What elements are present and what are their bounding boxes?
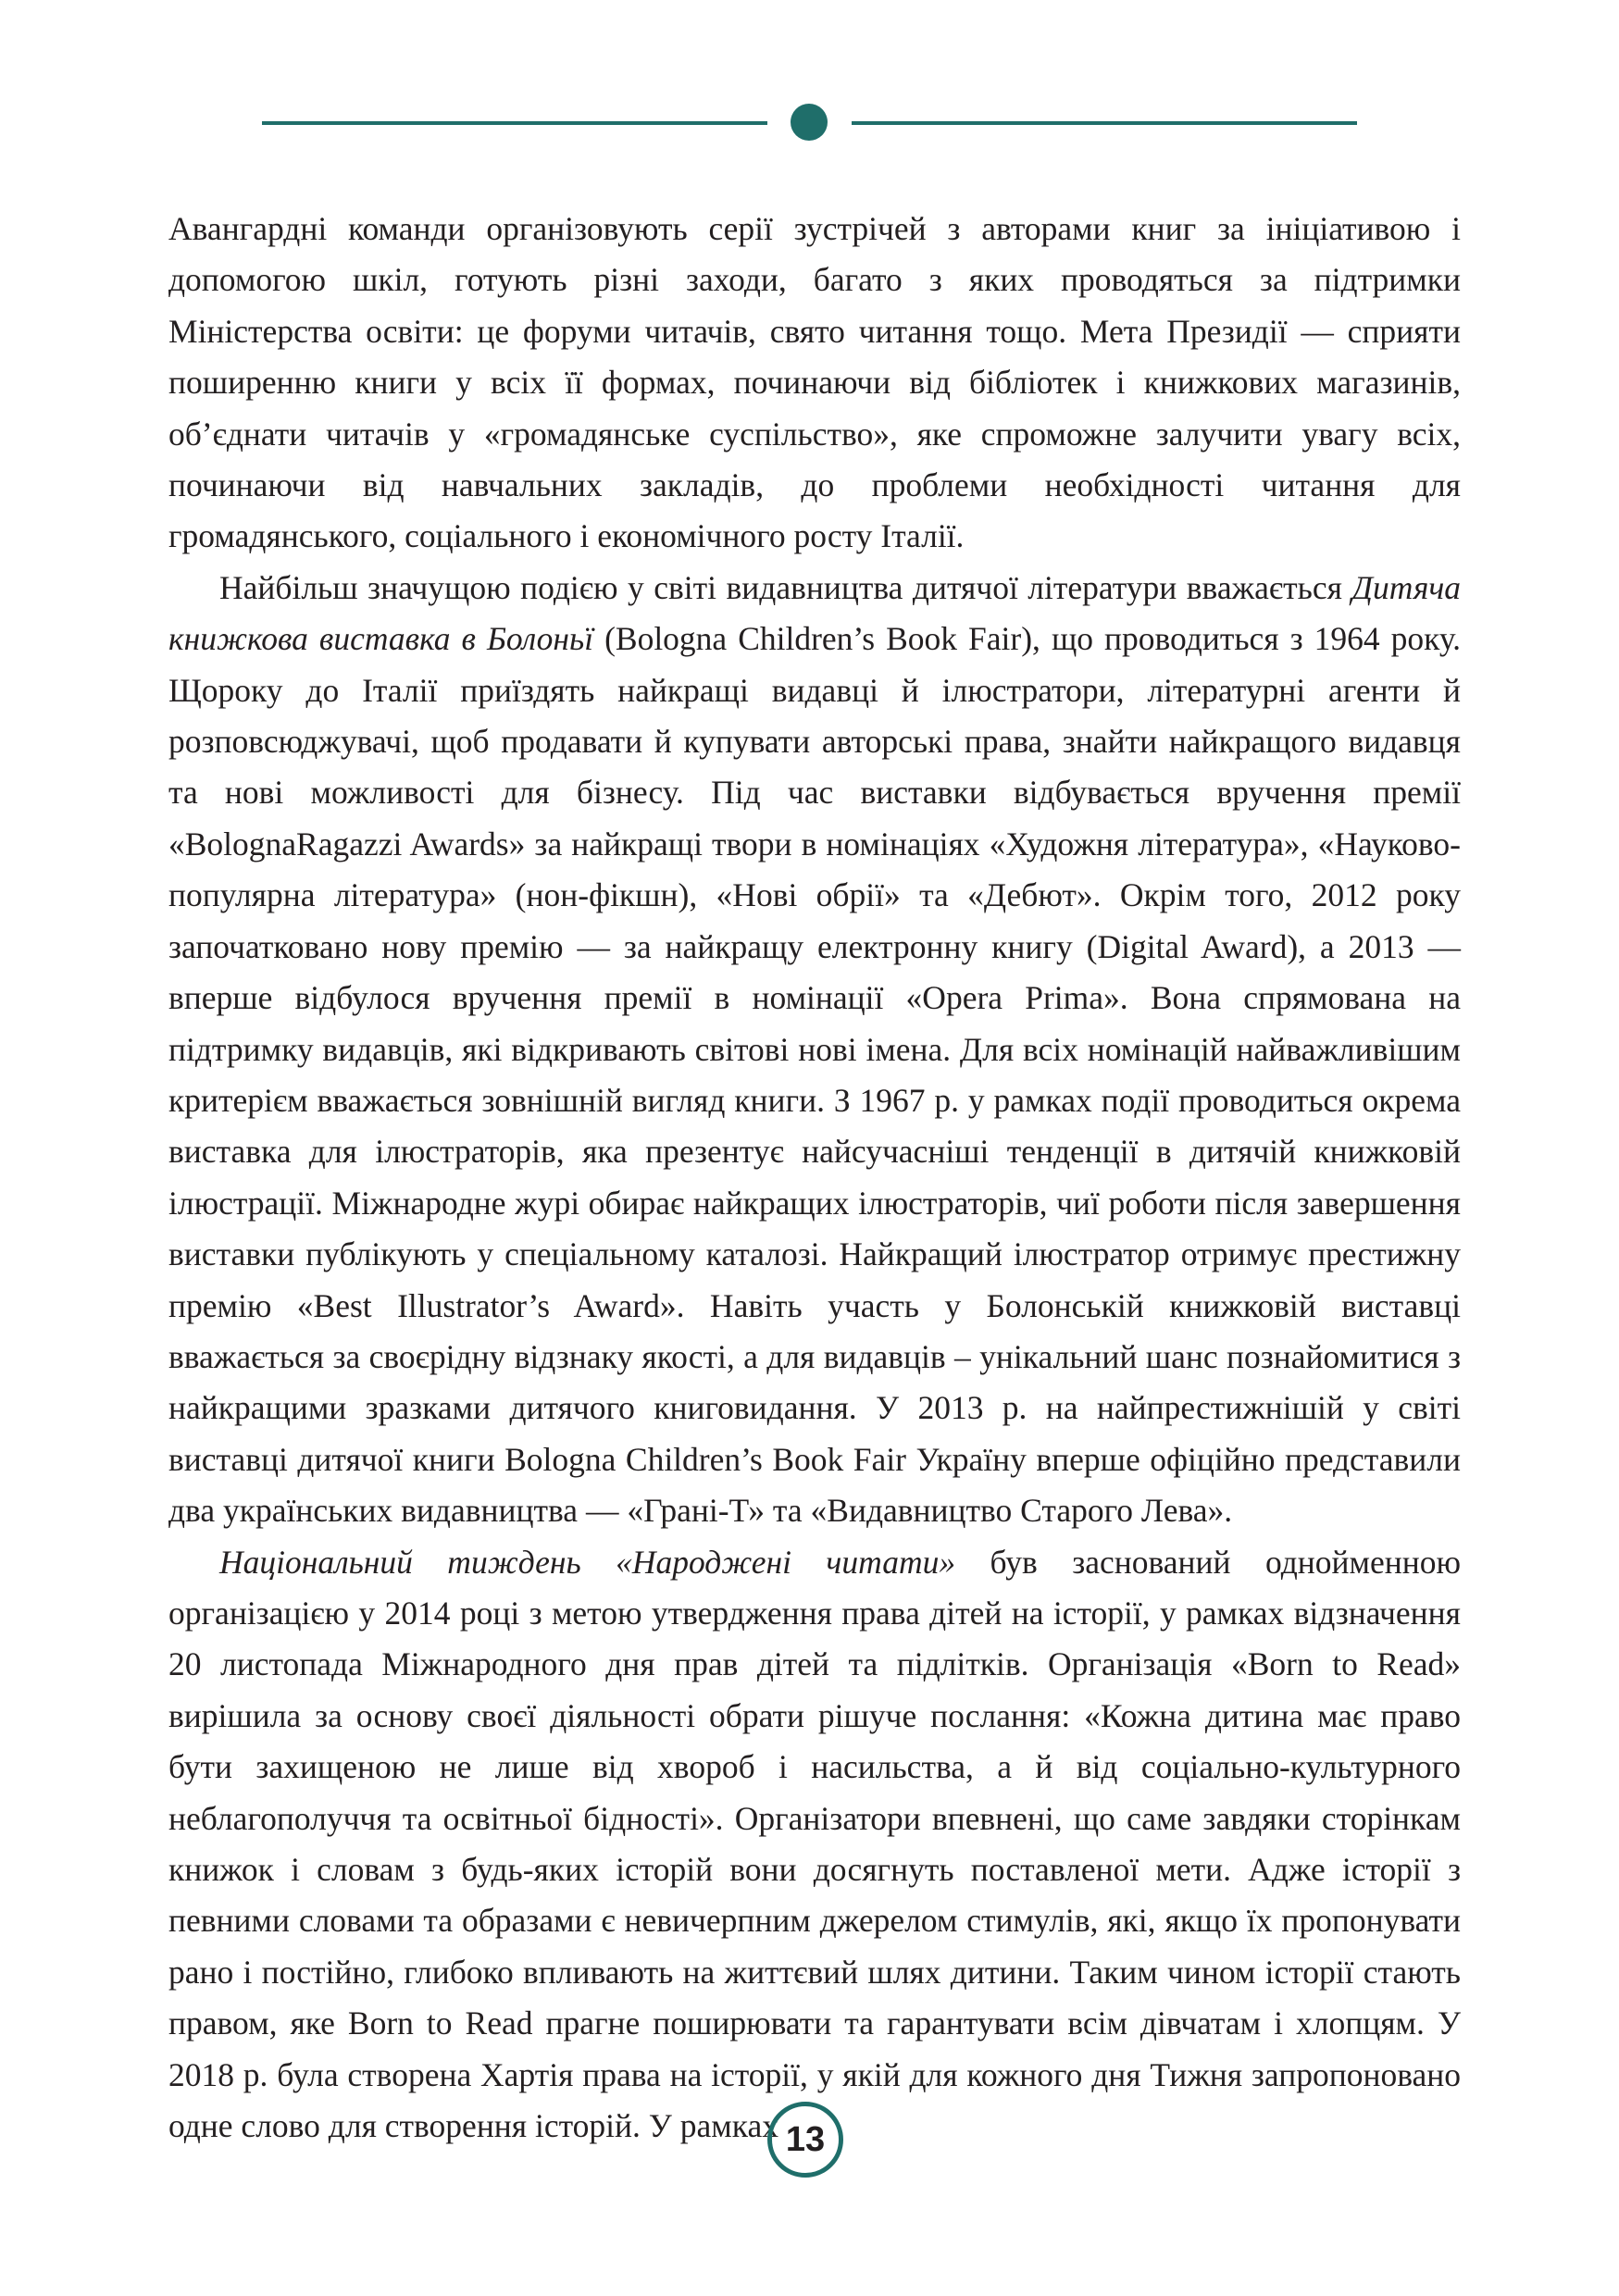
paragraph-2-rest: (Bologna Children’s Book Fair), що проводиться з 1964 року. Щороку до Італії приїздять найкращі видавці й ілюстратори, літературні агенти й розповсюджувачі, щоб продавати й купувати авторські права, знайти найкращого видавця та нові можливості для бізнесу. Під час виставки відбувається вручення премії «BolognaRagazzi Awards» за найкращі твори в номінаціях «Художня література», «Науково-популярна література» (нон-фікшн), «Нові обрії» та «Дебют». Окрім того, 2012 року започатковано нову премію — за найкращу електронну книгу (Digital Award), а 2013 — вперше відбулося вручення премії в номінації «Opera Prima». Вона спрямована на підтримку видавців, які відкривають світові нові імена. Для всіх номінацій найважливішим критерієм вважається зовнішній вигляд книги. З 1967 р. у рамках події проводиться окрема виставка для ілюстраторів, яка презентує найсучасніші тенденції в дитячій книжковій ілюстрації. Міжнародне журі обирає найкращих ілюстраторів, чиї роботи після завершення виставки публікують у спеціальному каталозі. Найкращий ілюстратор отримує престижну премію «Best Illustrator’s Award». Навіть участь у Болонській книжковій виставці вважається за своєрідну відзнаку якості, а для видавців – унікальний шанс познайомитися з найкращими зразками дитячого книговидання. У 2013 р. на найпрестижнішій у світі виставці дитячої книги Bologna Children’s Book Fair Україну вперше офіційно представили два українських видавництва — «Грані-Т» та «Видавництво Старого Лева». — [168, 620, 1461, 1530]
national-week-title: Національний тиждень «Народжені читати» — [219, 1543, 956, 1581]
header-dot-icon — [791, 104, 828, 141]
body-text — [168, 204, 1461, 2152]
header-rule-right — [852, 121, 1357, 125]
paragraph-3-rest: був заснований однойменною організацією у 2014 році з метою утвердження права дітей на історії, у рамках відзначення 20 листопада Міжнародного дня прав дітей та підлітків. Організація «Born to Read» вирішила за основу своєї діяльності обрати рішуче послання: «Кожна дитина має право бути захищеною не лише від хвороб і насильства, а й від соціально-культурного неблагополуччя та освітньої бідності». Організатори впевнені, що саме завдяки сторінкам книжок і словам з будь-яких історій вони досягнуть поставленої мети. Адже історії з певними словами та образами є невичерпним джерелом стимулів, які, якщо їх пропонувати рано і постійно, глибоко впливають на життєвий шлях дитини. Таким чином історії стають правом, яке Born to Read прагне поширювати та гарантувати всім дівчатам і хлопцям. У 2018 р. була створена Хартія права на історії, у якій для кожного дня Тижня запропоновано одне слово для створення історій. У рамках — [168, 1543, 1461, 2145]
paragraph-2 — [168, 563, 1461, 1537]
book-fair-title: Дитяча книжкова виставка в Болоньї — [168, 568, 1461, 658]
paragraph-1: Авангардні команди організовують серії зустрічей з авторами книг за ініціативою і допомогою шкіл, готують різні заходи, багато з яких проводяться за підтримки Міністерства освіти: це форуми читачів, свято читання тощо. Мета Президії — сприяти поширенню книги у всіх її формах, починаючи від бібліотек і книжкових магазинів, об’єднати читачів у «громадянське суспільство», яке спроможне залучити увагу всіх, починаючи від навчальних закладів, до проблеми необхідності читання для громадянського, соціального і економічного росту Італії. — [168, 210, 1461, 555]
header-ornament — [262, 104, 1357, 141]
header-rule-left — [262, 121, 767, 125]
paragraph-2-start: Найбільш значущою подією у світі видавництва дитячої літератури вважається — [219, 568, 1352, 606]
page-number: 13 — [767, 2102, 843, 2178]
paragraph-3 — [168, 1537, 1461, 2153]
